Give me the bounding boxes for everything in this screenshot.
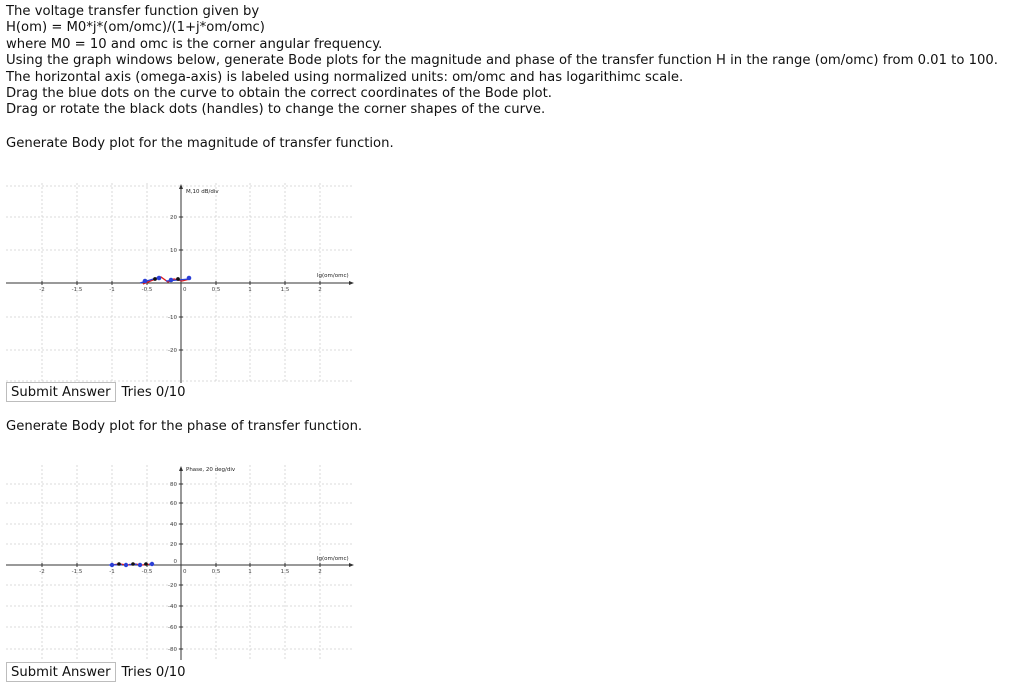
y-tick-label: -10 [168, 315, 177, 321]
magnitude-submit-row [6, 381, 186, 403]
blue-drag-dot[interactable] [138, 563, 142, 567]
y-axis-arrow [179, 466, 183, 471]
blue-drag-dot[interactable] [124, 563, 128, 567]
y-tick-label: -60 [168, 625, 177, 631]
x-tick-label: -1.5 [71, 569, 83, 575]
y-tick-label: 0 [173, 559, 177, 565]
magnitude-prompt: Generate Body plot for the magnitude of transfer function. [6, 136, 394, 151]
x-tick-label: -1 [109, 569, 115, 575]
intro-line: The horizontal axis (omega-axis) is labeled using normalized units: om/omc and has logarithimc scale. [6, 69, 684, 85]
magnitude-tries-counter: Tries 0/10 [121, 384, 186, 400]
blue-drag-dot[interactable] [150, 562, 154, 566]
x-tick-label: 2 [318, 287, 322, 293]
x-axis-arrow [349, 563, 354, 567]
phase-grid [6, 465, 354, 660]
y-tick-label: -80 [168, 647, 177, 653]
x-tick-label: 2 [318, 569, 322, 575]
intro-line: Drag or rotate the black dots (handles) to change the corner shapes of the curve. [6, 102, 546, 118]
magnitude-graph-canvas[interactable] [6, 183, 354, 383]
phase-submit-row [6, 661, 186, 683]
blue-drag-dot[interactable] [169, 278, 174, 283]
y-tick-label: -20 [168, 348, 177, 354]
phase-tries-counter: Tries 0/10 [121, 664, 186, 680]
black-handle[interactable] [131, 562, 135, 566]
x-tick-label: 1.5 [280, 287, 290, 293]
x-tick-label: 1 [248, 287, 252, 293]
y-tick-label: 10 [170, 248, 177, 254]
x-tick-label: -1 [109, 287, 115, 293]
blue-drag-dot[interactable] [157, 276, 162, 281]
x-axis-label: lg(om/omc) [317, 556, 349, 562]
y-tick-label: 20 [170, 542, 177, 548]
x-tick-label: -0.5 [141, 287, 153, 293]
y-axis-label: M,10 dB/div [186, 189, 219, 195]
x-tick-label: -1.5 [71, 287, 83, 293]
y-axis-label: Phase, 20 deg/div [186, 467, 236, 473]
x-tick-label: 0 [183, 287, 187, 293]
y-axis-arrow [179, 184, 183, 189]
x-axis-arrow [349, 281, 354, 285]
intro-line: where M0 = 10 and omc is the corner angular frequency. [6, 36, 383, 52]
intro-line: Drag the blue dots on the curve to obtain the correct coordinates of the Bode plot. [6, 86, 552, 102]
intro-line: H(om) = M0*j*(om/omc)/(1+j*om/omc) [6, 20, 265, 36]
x-tick-label: 1 [248, 569, 252, 575]
x-tick-label: -2 [39, 287, 45, 293]
blue-drag-dot[interactable] [143, 279, 148, 284]
phase-graph[interactable] [6, 465, 354, 660]
phase-submit-button[interactable]: Submit Answer [6, 662, 116, 682]
magnitude-submit-button[interactable]: Submit Answer [6, 382, 116, 402]
y-tick-label: 60 [170, 501, 177, 507]
magnitude-graph[interactable] [6, 183, 354, 383]
black-handle[interactable] [117, 562, 121, 566]
y-tick-label: -20 [168, 583, 177, 589]
x-axis-label: lg(om/omc) [317, 273, 349, 279]
x-tick-label: 0.5 [211, 569, 221, 575]
x-tick-label: -0.5 [141, 569, 153, 575]
x-tick-label: 1.5 [280, 569, 290, 575]
x-tick-label: 0.5 [211, 287, 221, 293]
black-handle[interactable] [153, 277, 157, 281]
problem-statement [6, 4, 998, 119]
x-tick-label: -2 [39, 569, 45, 575]
blue-drag-dot[interactable] [110, 563, 114, 567]
intro-line: Using the graph windows below, generate Bode plots for the magnitude and phase of the transfer function H in the range (om/omc) from 0.01 to 100. [6, 53, 998, 69]
black-handle[interactable] [176, 277, 180, 281]
intro-line: The voltage transfer function given by [6, 4, 260, 19]
blue-drag-dot[interactable] [187, 276, 192, 281]
phase-graph-canvas[interactable] [6, 465, 354, 660]
y-tick-label: 20 [170, 215, 177, 221]
y-tick-label: -40 [168, 604, 177, 610]
y-tick-label: 80 [170, 482, 177, 488]
x-tick-label: 0 [183, 569, 187, 575]
black-handle[interactable] [144, 562, 148, 566]
phase-prompt: Generate Body plot for the phase of transfer function. [6, 419, 363, 434]
y-tick-label: 40 [170, 522, 177, 528]
